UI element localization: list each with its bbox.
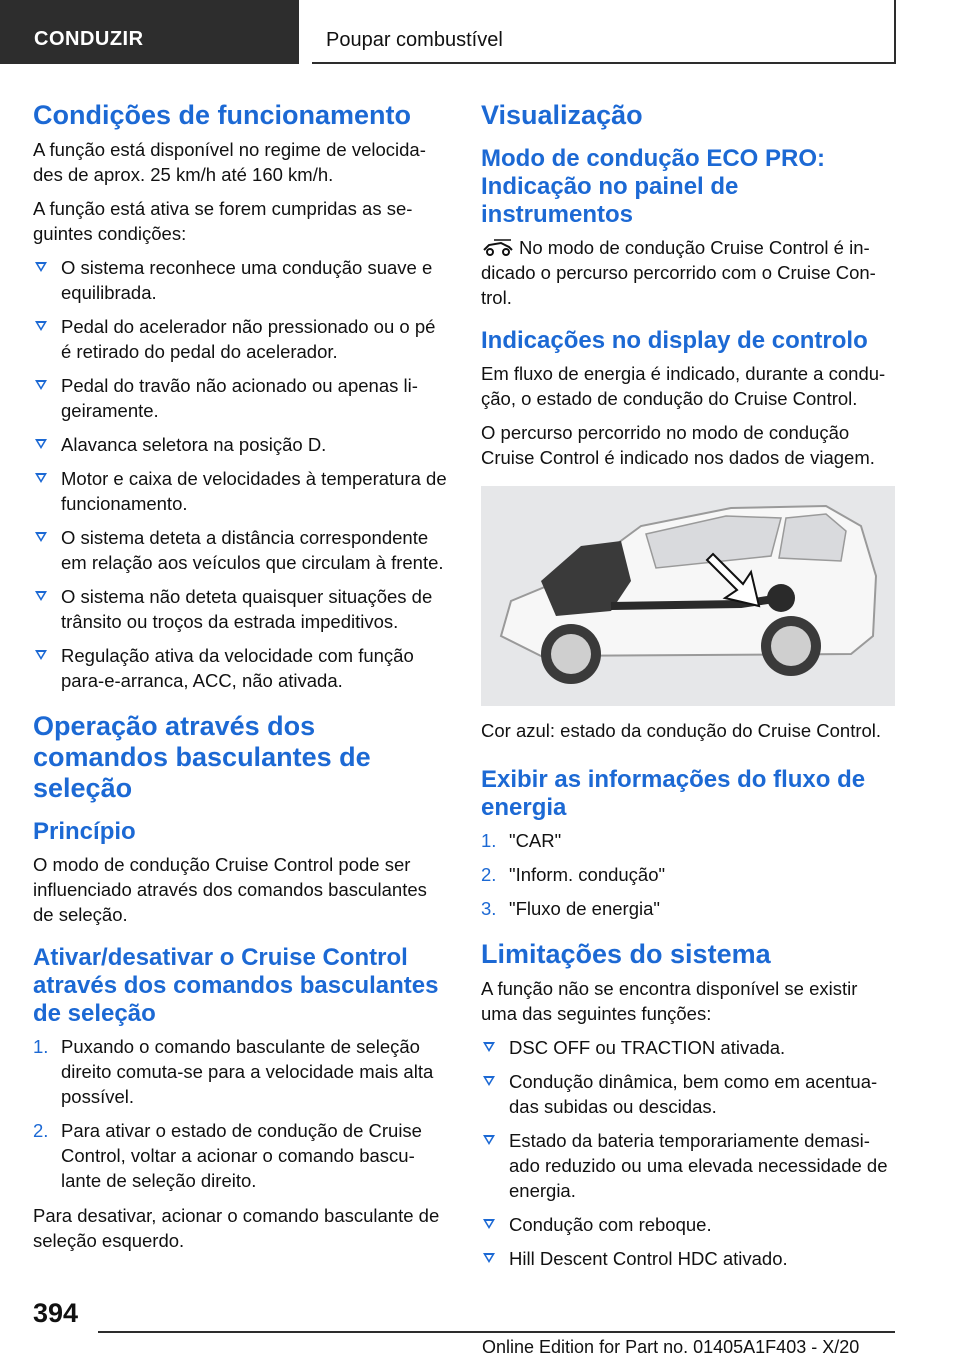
- car-drivetrain-illustration: [481, 486, 895, 706]
- activate-steps: [33, 1034, 447, 1193]
- edition-note: Online Edition for Part no. 01405A1F403 - X/20: [482, 1337, 860, 1357]
- chapter-title: [312, 0, 896, 64]
- list-item: DSC OFF ou TRACTION ativada.: [481, 1035, 897, 1060]
- triangle-bullet-icon: [483, 1076, 495, 1086]
- list-item: Pedal do travão não acionado ou apenas li-geiramente.: [33, 373, 447, 423]
- footer-divider: [98, 1331, 895, 1333]
- triangle-bullet-icon: [35, 650, 47, 660]
- paragraph-deactivate: Para desativar, acionar o comando basculante de seleção esquerdo.: [33, 1205, 440, 1251]
- list-item: Condução dinâmica, bem como em acentua-das subidas ou descidas.: [481, 1069, 897, 1119]
- section-label: CONDUZIR: [34, 28, 144, 50]
- heading-conditions: Condições de funcionamento: [33, 100, 412, 130]
- list-item: O sistema reconhece uma condução suave e equilibrada.: [33, 255, 447, 305]
- list-item: 3. "Fluxo de energia": [481, 898, 660, 919]
- paragraph-eco-pro: No modo de condução Cruise Control é in-dicado o percurso percorrido com o Cruise Con-trol.: [481, 237, 876, 308]
- page-number: 394: [33, 1298, 79, 1328]
- paragraph-principle: O modo de condução Cruise Control pode ser influenciado através dos comandos basculantes de seleção.: [33, 854, 427, 925]
- right-column: [481, 100, 897, 1281]
- step-number: 3.: [481, 898, 497, 919]
- triangle-bullet-icon: [35, 321, 47, 331]
- triangle-bullet-icon: [483, 1219, 495, 1229]
- list-item: 2. Para ativar o estado de condução de Cruise Control, voltar a acionar o comando bascu-lante de seleção direito.: [33, 1120, 422, 1191]
- heading-eco-pro: Modo de condução ECO PRO: Indicação no painel de instrumentos: [481, 145, 826, 228]
- energy-steps: [481, 828, 897, 921]
- header-separator: [299, 0, 312, 64]
- list-item: 1. "CAR": [481, 830, 562, 851]
- triangle-bullet-icon: [35, 380, 47, 390]
- list-item: Regulação ativa da velocidade com função para-e-arranca, ACC, não ativada.: [33, 643, 447, 693]
- list-item: 2. "Inform. condução": [481, 864, 666, 885]
- paragraph-availability: A função está disponível no regime de velocida-des de aprox. 25 km/h até 160 km/h.: [33, 139, 426, 185]
- heading-energy-flow: Exibir as informações do fluxo de energia: [481, 766, 866, 821]
- heading-operation: Operação através dos comandos basculantes de seleção: [33, 711, 371, 803]
- step-number: 2.: [481, 864, 497, 885]
- triangle-bullet-icon: [35, 439, 47, 449]
- triangle-bullet-icon: [35, 532, 47, 542]
- chapter-title-text: Poupar combustível: [326, 29, 503, 51]
- list-item: O sistema deteta a distância correspondente em relação aos veículos que circulam à frente.: [33, 525, 447, 575]
- step-number: 2.: [33, 1120, 49, 1141]
- paragraph-energy-flow: Em fluxo de energia é indicado, durante a condu-ção, o estado de condução do Cruise Control.: [481, 363, 886, 409]
- section-tab: [0, 0, 299, 64]
- triangle-bullet-icon: [35, 591, 47, 601]
- list-item: Condução com reboque.: [481, 1212, 897, 1237]
- triangle-bullet-icon: [483, 1253, 495, 1263]
- triangle-bullet-icon: [35, 473, 47, 483]
- list-item: Motor e caixa de velocidades à temperatura de funcionamento.: [33, 466, 447, 516]
- list-item: O sistema não deteta quaisquer situações de trânsito ou troços da estrada impeditivos.: [33, 584, 447, 634]
- paragraph-limitations: A função não se encontra disponível se existir uma das seguintes funções:: [481, 978, 858, 1024]
- triangle-bullet-icon: [35, 262, 47, 272]
- conditions-list: [33, 255, 447, 693]
- list-item: Pedal do acelerador não pressionado ou o pé é retirado do pedal do acelerador.: [33, 314, 447, 364]
- triangle-bullet-icon: [483, 1042, 495, 1052]
- heading-control-display: Indicações no display de controlo: [481, 327, 868, 354]
- heading-limitations: Limitações do sistema: [481, 939, 771, 969]
- paragraph-trip-data: O percurso percorrido no modo de condução Cruise Control é indicado nos dados de viagem.: [481, 422, 875, 468]
- step-number: 1.: [33, 1036, 49, 1057]
- list-item: Hill Descent Control HDC ativado.: [481, 1246, 897, 1271]
- triangle-bullet-icon: [483, 1135, 495, 1145]
- heading-principle: Princípio: [33, 818, 136, 845]
- list-item: Estado da bateria temporariamente demasi-ado reduzido ou uma elevada necessidade de energia.: [481, 1128, 897, 1203]
- step-number: 1.: [481, 830, 497, 851]
- list-item: 1. Puxando o comando basculante de seleção direito comuta-se para a velocidade mais alta possível.: [33, 1036, 434, 1107]
- figure-caption: Cor azul: estado da condução do Cruise Control.: [481, 720, 882, 741]
- list-item: Alavanca seletora na posição D.: [33, 432, 447, 457]
- heading-activate: Ativar/desativar o Cruise Control através dos comandos basculantes de seleção: [33, 944, 439, 1027]
- paragraph-active-conditions: A função está ativa se forem cumpridas as se-guintes condições:: [33, 198, 413, 244]
- left-column: [33, 100, 447, 1262]
- heading-display: Visualização: [481, 100, 643, 130]
- car-coasting-icon: [481, 237, 515, 257]
- limitations-list: [481, 1035, 897, 1271]
